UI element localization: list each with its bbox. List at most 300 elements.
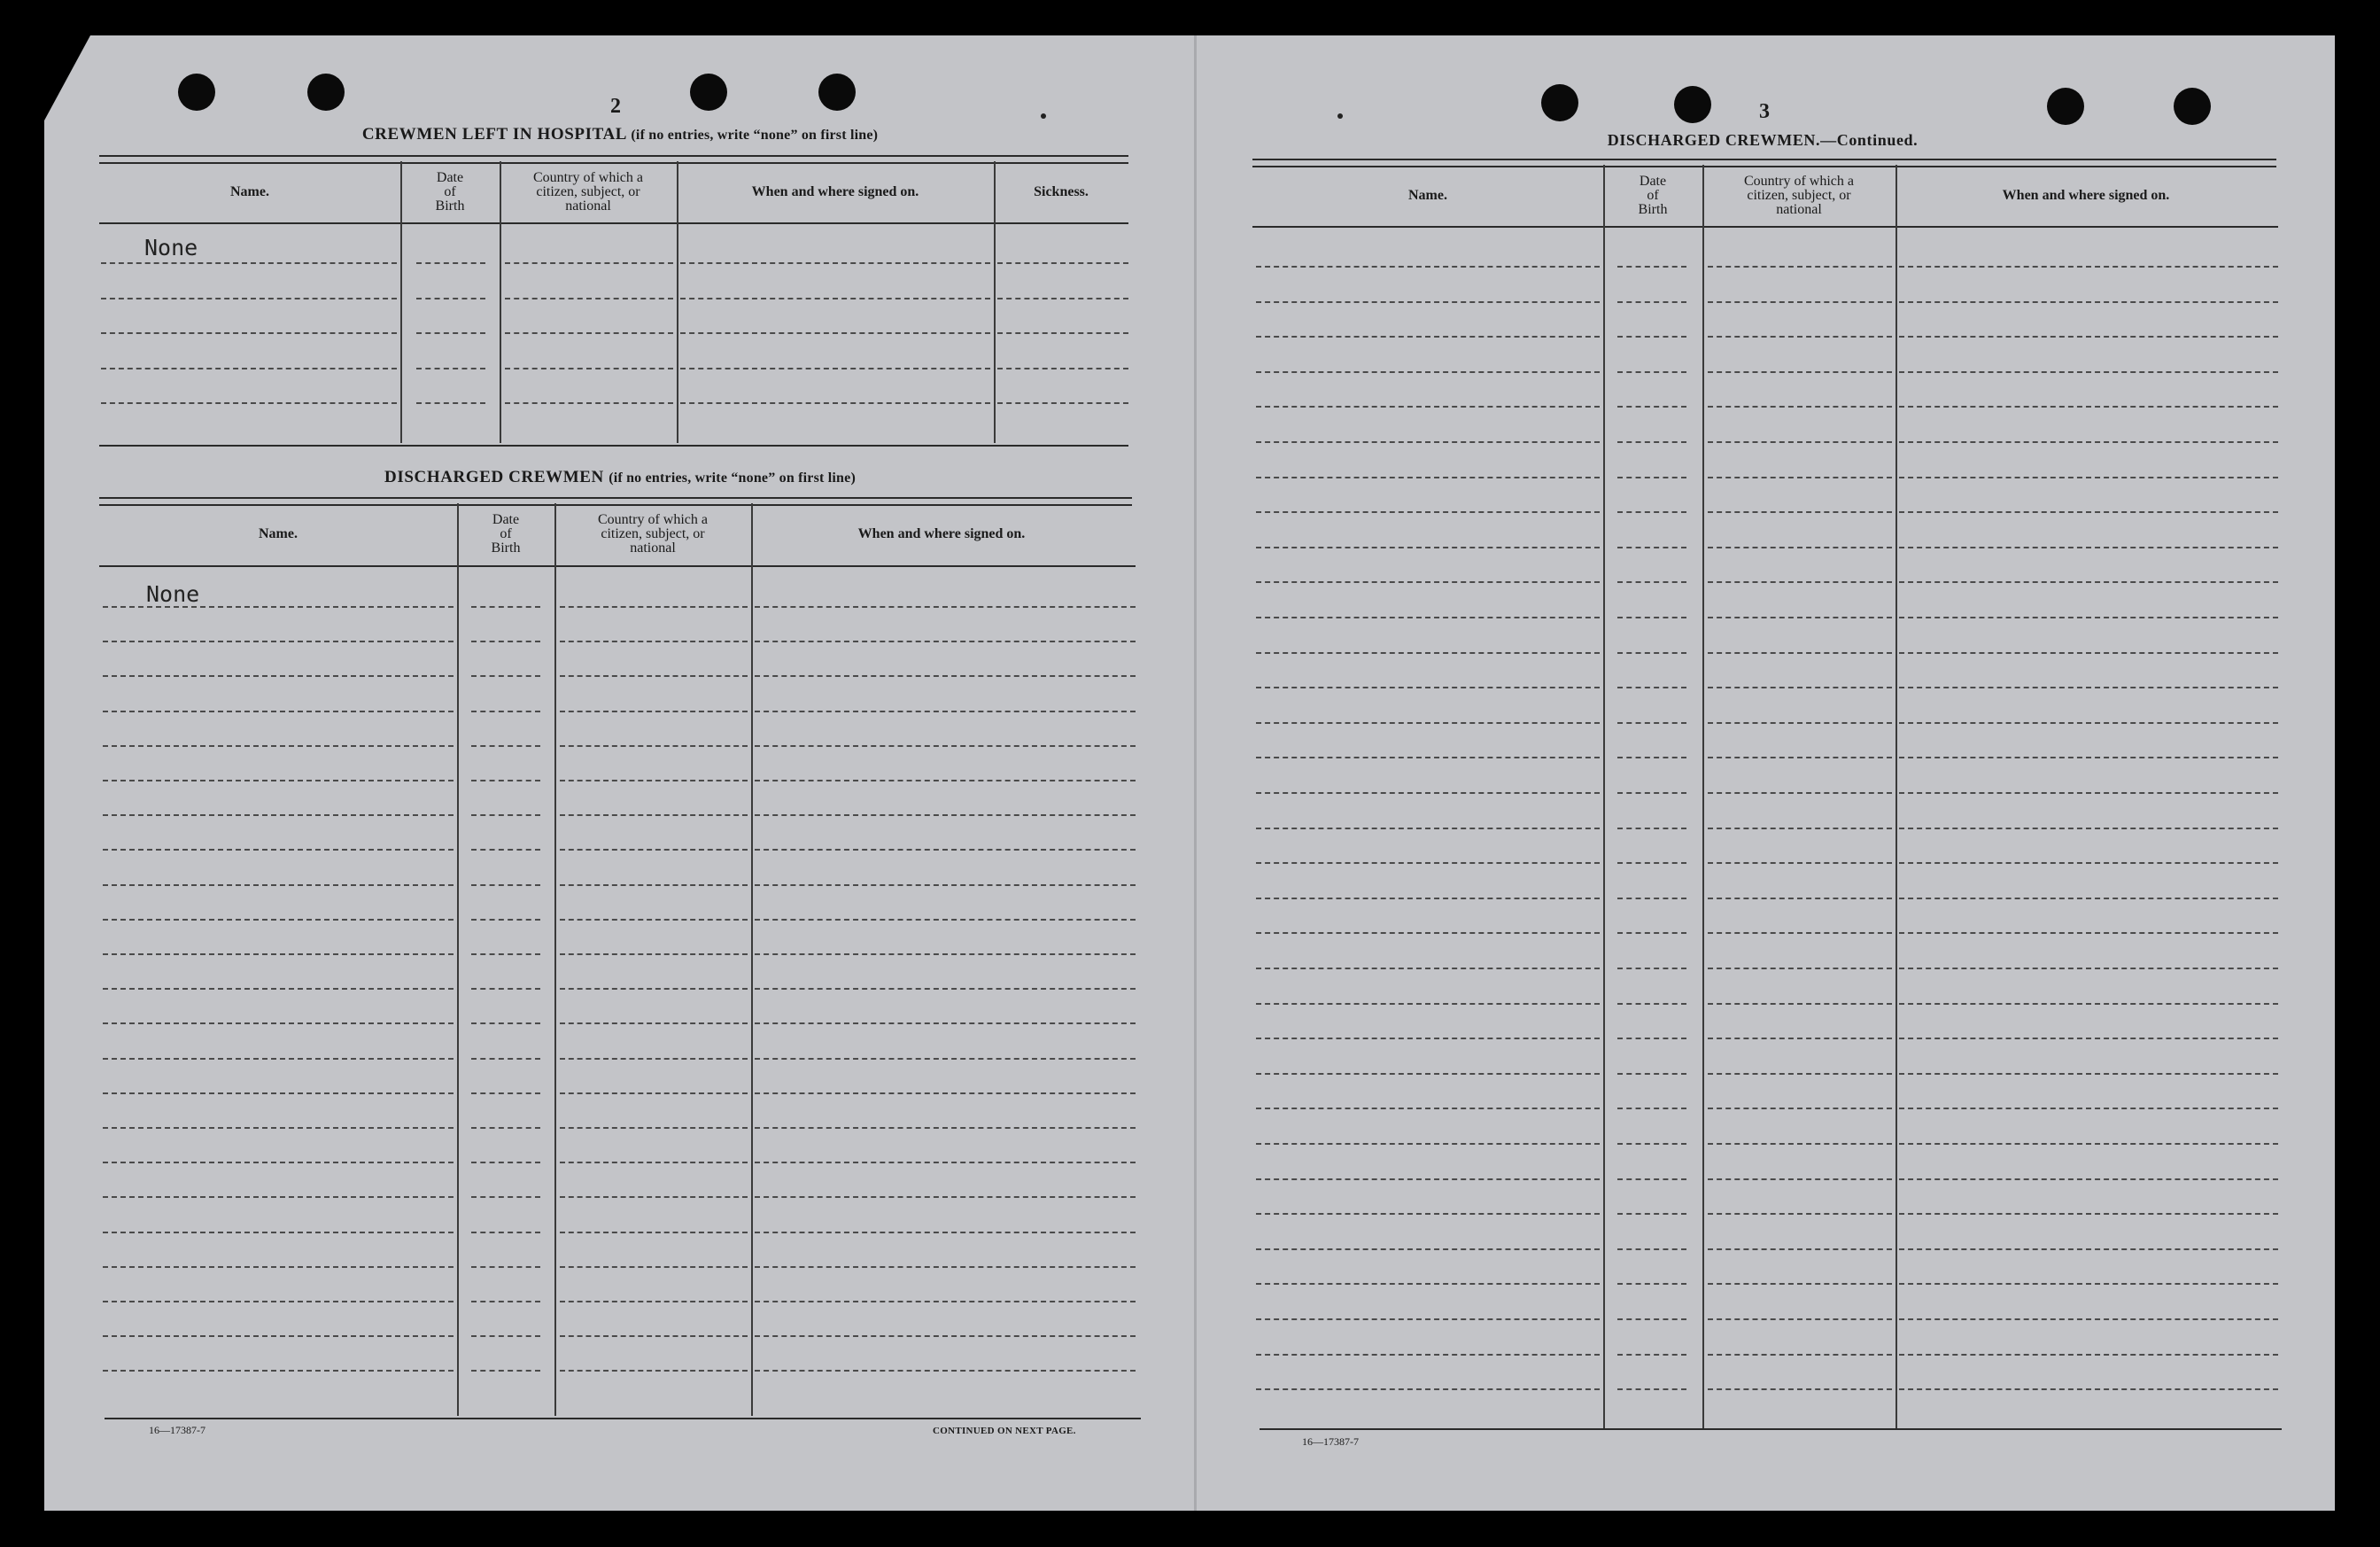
ruled-line xyxy=(1617,1143,1686,1145)
ruled-line xyxy=(1617,932,1686,934)
ruled-line xyxy=(1899,266,2278,268)
ruled-line xyxy=(103,1335,454,1337)
ruled-line xyxy=(416,262,485,264)
hospital-col-divider xyxy=(400,161,402,443)
ruled-line xyxy=(471,1335,540,1337)
ruled-line xyxy=(1708,757,1892,758)
ruled-line xyxy=(1256,1213,1600,1215)
form-number-left: 16—17387-7 xyxy=(149,1424,205,1436)
right-col-divider xyxy=(1895,165,1897,1428)
ruled-line xyxy=(1708,898,1892,899)
header-when-where: When and where signed on. xyxy=(2002,188,2170,203)
ruled-line xyxy=(471,953,540,955)
hospital-header-rule xyxy=(99,222,1128,224)
ruled-line xyxy=(1708,336,1892,338)
ruled-line xyxy=(680,298,990,299)
punch-hole xyxy=(1541,84,1578,121)
punch-hole xyxy=(178,74,215,111)
ruled-line xyxy=(1617,1108,1686,1109)
ruled-line xyxy=(471,919,540,921)
ruled-line xyxy=(1899,1073,2278,1075)
ruled-line xyxy=(1617,371,1686,373)
ruled-line xyxy=(1256,1073,1600,1075)
punch-hole xyxy=(2174,88,2211,125)
ruled-line xyxy=(1256,1143,1600,1145)
ruled-line xyxy=(1708,581,1892,583)
ruled-line xyxy=(1899,581,2278,583)
ruled-line xyxy=(560,711,748,712)
ruled-line xyxy=(1899,1388,2278,1390)
ruled-line xyxy=(471,780,540,781)
ruled-line xyxy=(1899,511,2278,513)
header-date-of-birth: Date of Birth xyxy=(435,170,465,214)
ruled-line xyxy=(1617,1318,1686,1320)
ruled-line xyxy=(416,402,485,404)
ruled-line xyxy=(560,1162,748,1163)
ruled-line xyxy=(560,1335,748,1337)
ruled-line xyxy=(103,1162,454,1163)
ruled-line xyxy=(1708,511,1892,513)
ruled-line xyxy=(560,1058,748,1060)
header-date-of-birth: Date of Birth xyxy=(1638,174,1668,217)
discharged-section-title xyxy=(266,468,974,487)
ruled-line xyxy=(755,988,1136,990)
ruled-line xyxy=(1256,617,1600,618)
ruled-line xyxy=(755,849,1136,851)
ruled-line xyxy=(1708,266,1892,268)
ruled-line xyxy=(1617,511,1686,513)
header-date-of-birth: Date of Birth xyxy=(491,512,521,556)
ruled-line xyxy=(1256,792,1600,794)
ruled-line xyxy=(1708,441,1892,443)
hospital-col-divider xyxy=(994,161,996,443)
ruled-line xyxy=(1256,1108,1600,1109)
ruled-line xyxy=(103,1370,454,1372)
ruled-line xyxy=(1617,1388,1686,1390)
right-header-rule xyxy=(1252,226,2278,228)
ruled-line xyxy=(101,332,397,334)
ruled-line xyxy=(1617,441,1686,443)
ruled-line xyxy=(471,1301,540,1302)
ruled-line xyxy=(103,849,454,851)
header-when-where: When and where signed on. xyxy=(751,184,919,199)
ruled-line xyxy=(103,1058,454,1060)
ruled-line xyxy=(1256,581,1600,583)
ruled-line xyxy=(1899,406,2278,408)
ruled-line xyxy=(1899,1143,2278,1145)
ruled-line xyxy=(101,368,397,369)
ruled-line xyxy=(1256,547,1600,548)
right-col-divider xyxy=(1603,165,1605,1428)
ruled-line xyxy=(471,988,540,990)
right-bottom-rule xyxy=(1260,1428,2282,1430)
ruled-line xyxy=(1899,441,2278,443)
ruled-line xyxy=(755,1162,1136,1163)
ruled-line xyxy=(1617,862,1686,864)
ruled-line xyxy=(1256,1038,1600,1039)
ruled-line xyxy=(1256,1318,1600,1320)
ruled-line xyxy=(1617,1354,1686,1356)
ruled-line xyxy=(755,1266,1136,1268)
ruled-line xyxy=(560,1301,748,1302)
ruled-line xyxy=(680,402,990,404)
ruled-line xyxy=(755,1058,1136,1060)
hospital-title-text: CREWMEN LEFT IN HOSPITAL xyxy=(361,125,627,144)
ruled-line xyxy=(1617,1003,1686,1005)
ruled-line xyxy=(471,606,540,608)
ruled-line xyxy=(1617,898,1686,899)
ruled-line xyxy=(1617,301,1686,303)
ruled-line xyxy=(1617,336,1686,338)
ruled-line xyxy=(1899,722,2278,724)
ruled-line xyxy=(1617,1178,1686,1180)
right-col-divider xyxy=(1702,165,1704,1428)
ruled-line xyxy=(560,1232,748,1233)
ruled-line xyxy=(1617,617,1686,618)
ruled-line xyxy=(1256,1354,1600,1356)
ruled-line xyxy=(1708,828,1892,829)
ruled-line xyxy=(755,1335,1136,1337)
ruled-line xyxy=(1256,301,1600,303)
ruled-line xyxy=(1899,898,2278,899)
ruled-line xyxy=(755,641,1136,642)
ruled-line xyxy=(1256,1178,1600,1180)
hospital-col-divider xyxy=(677,161,678,443)
ruled-line xyxy=(103,1092,454,1094)
ruled-line xyxy=(1708,301,1892,303)
ruled-line xyxy=(1899,371,2278,373)
ruled-line xyxy=(560,919,748,921)
ink-speck xyxy=(1041,113,1046,119)
discharged-col-divider xyxy=(457,503,459,1416)
ruled-line xyxy=(1708,1143,1892,1145)
ink-speck xyxy=(1337,113,1343,119)
ruled-line xyxy=(997,298,1128,299)
paper-sheet xyxy=(44,35,2335,1511)
ruled-line xyxy=(1708,1318,1892,1320)
ruled-line xyxy=(1899,1003,2278,1005)
ruled-line xyxy=(103,1022,454,1024)
ruled-line xyxy=(103,1196,454,1198)
ruled-line xyxy=(1617,1213,1686,1215)
ruled-line xyxy=(1899,547,2278,548)
ruled-line xyxy=(103,675,454,677)
ruled-line xyxy=(103,780,454,781)
header-when-where: When and where signed on. xyxy=(857,526,1026,541)
ruled-line xyxy=(1899,1213,2278,1215)
ruled-line xyxy=(1256,266,1600,268)
hospital-bottom-rule xyxy=(99,445,1128,447)
ruled-line xyxy=(471,1058,540,1060)
ruled-line xyxy=(1708,862,1892,864)
ruled-line xyxy=(1899,1248,2278,1250)
ruled-line xyxy=(101,298,397,299)
punch-hole xyxy=(307,74,345,111)
ruled-line xyxy=(755,814,1136,816)
ruled-line xyxy=(1617,547,1686,548)
header-name: Name. xyxy=(230,184,269,199)
ruled-line xyxy=(1256,1283,1600,1285)
ruled-line xyxy=(1899,757,2278,758)
ruled-line xyxy=(471,675,540,677)
ruled-line xyxy=(1617,652,1686,654)
ruled-line xyxy=(1708,722,1892,724)
ruled-line xyxy=(755,953,1136,955)
ruled-line xyxy=(1708,1283,1892,1285)
ruled-line xyxy=(755,1232,1136,1233)
ruled-line xyxy=(1617,792,1686,794)
header-country: Country of which a citizen, subject, or national xyxy=(533,170,643,214)
ruled-line xyxy=(1899,301,2278,303)
ruled-line xyxy=(755,884,1136,886)
page-number-left: 2 xyxy=(610,95,621,118)
ruled-line xyxy=(1617,687,1686,688)
ruled-line xyxy=(1256,862,1600,864)
ruled-line xyxy=(755,1196,1136,1198)
ruled-line xyxy=(471,641,540,642)
ruled-line xyxy=(103,606,454,608)
punch-hole xyxy=(2047,88,2084,125)
hospital-section-title xyxy=(266,125,974,144)
ruled-line xyxy=(560,884,748,886)
ruled-line xyxy=(471,711,540,712)
ruled-line xyxy=(1617,1248,1686,1250)
ruled-line xyxy=(1617,1073,1686,1075)
ruled-line xyxy=(755,745,1136,747)
ruled-line xyxy=(1708,477,1892,478)
header-country: Country of which a citizen, subject, or national xyxy=(598,512,708,556)
ruled-line xyxy=(560,988,748,990)
ruled-line xyxy=(755,1022,1136,1024)
ruled-line xyxy=(101,262,397,264)
ruled-line xyxy=(1617,477,1686,478)
ruled-line xyxy=(416,332,485,334)
ruled-line xyxy=(1256,828,1600,829)
header-country: Country of which a citizen, subject, or national xyxy=(1744,174,1854,217)
ruled-line xyxy=(1899,652,2278,654)
punch-hole xyxy=(1674,86,1711,123)
ruled-line xyxy=(1708,547,1892,548)
right-top-rule xyxy=(1252,159,2276,167)
ruled-line xyxy=(560,606,748,608)
ruled-line xyxy=(755,675,1136,677)
ruled-line xyxy=(471,1232,540,1233)
discharged-top-rule xyxy=(99,497,1132,506)
hospital-entry: None xyxy=(144,235,198,260)
page-number-right: 3 xyxy=(1759,100,1770,123)
ruled-line xyxy=(1708,1213,1892,1215)
ruled-line xyxy=(103,884,454,886)
ruled-line xyxy=(103,641,454,642)
ruled-line xyxy=(1708,1003,1892,1005)
ruled-line xyxy=(1899,862,2278,864)
ruled-line xyxy=(1899,792,2278,794)
ruled-line xyxy=(471,1022,540,1024)
ruled-line xyxy=(997,332,1128,334)
ruled-line xyxy=(560,1266,748,1268)
ruled-line xyxy=(416,368,485,369)
ruled-line xyxy=(1708,1038,1892,1039)
ruled-line xyxy=(1256,687,1600,688)
ruled-line xyxy=(1708,968,1892,969)
ruled-line xyxy=(755,919,1136,921)
ruled-line xyxy=(755,1370,1136,1372)
ruled-line xyxy=(1256,477,1600,478)
continued-note: CONTINUED ON NEXT PAGE. xyxy=(933,1426,1076,1436)
ruled-line xyxy=(997,368,1128,369)
ruled-line xyxy=(471,1266,540,1268)
ruled-line xyxy=(1708,1354,1892,1356)
ruled-line xyxy=(103,953,454,955)
ruled-line xyxy=(560,780,748,781)
ruled-line xyxy=(1617,722,1686,724)
header-name: Name. xyxy=(259,526,298,541)
header-name: Name. xyxy=(1408,188,1447,203)
ruled-line xyxy=(1708,1178,1892,1180)
ruled-line xyxy=(471,1127,540,1129)
ruled-line xyxy=(505,368,673,369)
ruled-line xyxy=(1899,1178,2278,1180)
ruled-line xyxy=(1256,722,1600,724)
ruled-line xyxy=(1708,652,1892,654)
ruled-line xyxy=(1617,1283,1686,1285)
ruled-line xyxy=(1708,1073,1892,1075)
ruled-line xyxy=(755,1127,1136,1129)
ruled-line xyxy=(755,1301,1136,1302)
ruled-line xyxy=(103,1127,454,1129)
ruled-line xyxy=(1256,1248,1600,1250)
ruled-line xyxy=(471,1092,540,1094)
hospital-top-rule xyxy=(99,155,1128,164)
ruled-line xyxy=(1256,336,1600,338)
ruled-line xyxy=(1708,1108,1892,1109)
ruled-line xyxy=(1256,932,1600,934)
ruled-line xyxy=(1256,406,1600,408)
ruled-line xyxy=(1899,932,2278,934)
ruled-line xyxy=(1899,1283,2278,1285)
ruled-line xyxy=(755,711,1136,712)
ruled-line xyxy=(1256,1003,1600,1005)
ruled-line xyxy=(1708,687,1892,688)
ruled-line xyxy=(560,953,748,955)
ruled-line xyxy=(471,849,540,851)
ruled-line xyxy=(103,988,454,990)
ruled-line xyxy=(560,1092,748,1094)
ruled-line xyxy=(1617,581,1686,583)
ruled-line xyxy=(103,814,454,816)
ruled-line xyxy=(560,1127,748,1129)
ruled-line xyxy=(471,1196,540,1198)
ruled-line xyxy=(560,745,748,747)
ruled-line xyxy=(505,262,673,264)
ruled-line xyxy=(1708,1248,1892,1250)
ruled-line xyxy=(103,1232,454,1233)
ruled-line xyxy=(101,402,397,404)
discharged-col-divider xyxy=(554,503,556,1416)
ruled-line xyxy=(471,814,540,816)
ruled-line xyxy=(103,745,454,747)
form-number-right: 16—17387-7 xyxy=(1302,1435,1359,1448)
ruled-line xyxy=(1617,757,1686,758)
ruled-line xyxy=(1899,1108,2278,1109)
ruled-line xyxy=(680,368,990,369)
ruled-line xyxy=(103,1266,454,1268)
ruled-line xyxy=(1899,1318,2278,1320)
ruled-line xyxy=(1256,1388,1600,1390)
discharged-entry: None xyxy=(146,581,200,607)
ruled-line xyxy=(103,1301,454,1302)
ruled-line xyxy=(1899,968,2278,969)
discharged-bottom-rule xyxy=(105,1418,1141,1419)
ruled-line xyxy=(505,332,673,334)
ruled-line xyxy=(1256,968,1600,969)
ruled-line xyxy=(560,1022,748,1024)
ruled-line xyxy=(755,1092,1136,1094)
right-section-title: DISCHARGED CREWMEN.—Continued. xyxy=(1607,131,1919,149)
ruled-line xyxy=(1256,511,1600,513)
ruled-line xyxy=(680,262,990,264)
ruled-line xyxy=(1617,1038,1686,1039)
ruled-line xyxy=(560,1370,748,1372)
ruled-line xyxy=(755,780,1136,781)
ruled-line xyxy=(471,1370,540,1372)
ruled-line xyxy=(1617,968,1686,969)
ruled-line xyxy=(505,298,673,299)
ruled-line xyxy=(560,641,748,642)
ruled-line xyxy=(471,1162,540,1163)
ruled-line xyxy=(755,606,1136,608)
punch-hole xyxy=(818,74,856,111)
ruled-line xyxy=(1899,477,2278,478)
ruled-line xyxy=(1708,406,1892,408)
ruled-line xyxy=(103,711,454,712)
ruled-line xyxy=(1708,792,1892,794)
ruled-line xyxy=(1708,371,1892,373)
header-sickness: Sickness. xyxy=(1034,184,1089,199)
punch-hole xyxy=(690,74,727,111)
ruled-line xyxy=(1899,1038,2278,1039)
hospital-col-divider xyxy=(500,161,501,443)
ruled-line xyxy=(1708,932,1892,934)
discharged-title-instruction: (if no entries, write “none” on first line) xyxy=(609,470,856,486)
ruled-line xyxy=(505,402,673,404)
ruled-line xyxy=(471,745,540,747)
ruled-line xyxy=(1899,617,2278,618)
ruled-line xyxy=(1899,687,2278,688)
ruled-line xyxy=(1708,617,1892,618)
ruled-line xyxy=(1256,898,1600,899)
ruled-line xyxy=(560,814,748,816)
ruled-line xyxy=(1899,1354,2278,1356)
ruled-line xyxy=(1256,441,1600,443)
ruled-line xyxy=(1617,406,1686,408)
ruled-line xyxy=(997,262,1128,264)
discharged-title-text: DISCHARGED CREWMEN xyxy=(384,468,604,486)
ruled-line xyxy=(1899,828,2278,829)
ruled-line xyxy=(471,884,540,886)
ruled-line xyxy=(416,298,485,299)
discharged-col-divider xyxy=(751,503,753,1416)
ruled-line xyxy=(680,332,990,334)
ruled-line xyxy=(1899,336,2278,338)
ruled-line xyxy=(1617,828,1686,829)
ruled-line xyxy=(560,675,748,677)
discharged-header-rule xyxy=(99,565,1136,567)
ruled-line xyxy=(560,1196,748,1198)
hospital-title-instruction: (if no entries, write “none” on first line) xyxy=(631,128,879,143)
ruled-line xyxy=(1256,652,1600,654)
ruled-line xyxy=(103,919,454,921)
